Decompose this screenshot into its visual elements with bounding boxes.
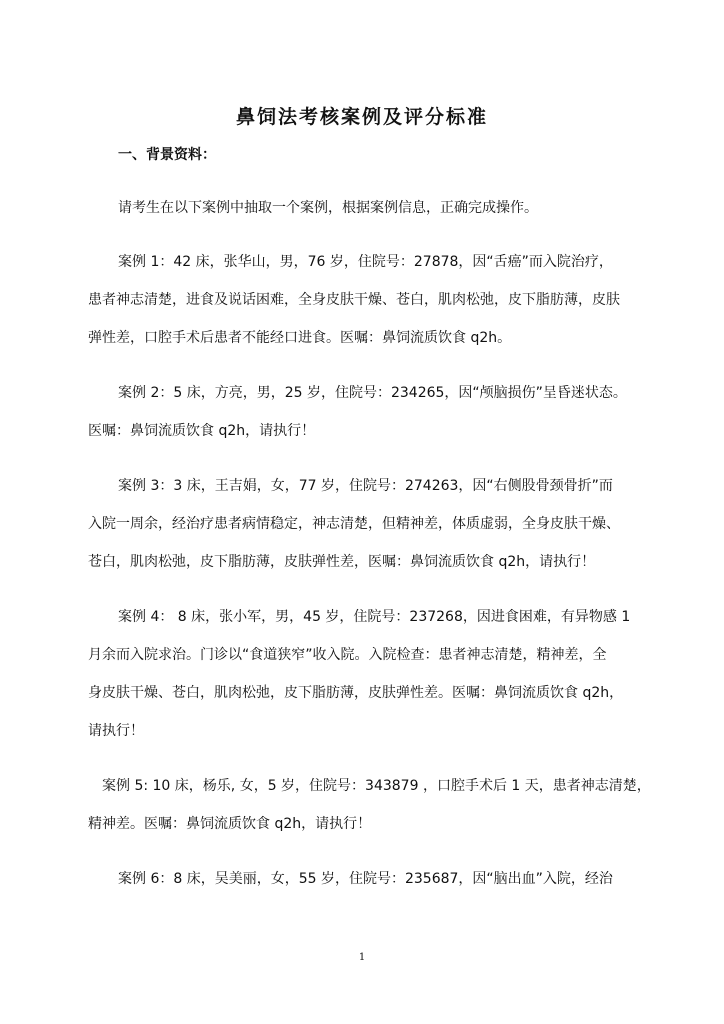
case-1-line-3: 弹性差，口腔手术后患者不能经口进食。医嘱：鼻饲流质饮食 q2h。: [88, 330, 512, 346]
case-5-line-2: 精神差。医嘱：鼻饲流质饮食 q2h，请执行！: [88, 816, 372, 832]
case-4-line-2: 月余而入院求治。门诊以“食道狭窄”收入院。入院检查：患者神志清楚，精神差，全: [88, 647, 607, 663]
case-5-line-1: 案例 5: 10 床，杨乐, 女，5 岁，住院号：343879 ，口腔手术后 1 天，患者神志清楚，: [102, 778, 651, 794]
case-4-line-3: 身皮肤干燥、苍白，肌肉松弛，皮下脂肪薄，皮肤弹性差。医嘱：鼻饲流质饮食 q2h，: [88, 685, 624, 701]
case-1-line-1: 案例 1：42 床，张华山，男，76 岁，住院号：27878，因“舌癌”而入院治疗，: [118, 254, 613, 270]
page-number: 1: [358, 952, 366, 963]
case-1-line-2: 患者神志清楚，进食及说话困难，全身皮肤干燥、苍白，肌肉松弛，皮下脂肪薄，皮肤: [88, 292, 620, 308]
case-3-line-1: 案例 3：3 床，王吉娟，女，77 岁，住院号：274263，因“右侧股骨颈骨折”而: [118, 478, 613, 494]
case-3-line-3: 苍白，肌肉松弛，皮下脂肪薄，皮肤弹性差，医嘱：鼻饲流质饮食 q2h，请执行！: [88, 554, 596, 570]
document-title: 鼻饲法考核案例及评分标准: [235, 106, 488, 128]
section-heading-background: 一、背景资料：: [118, 147, 216, 163]
case-3-line-2: 入院一周余，经治疗患者病情稳定，神志清楚，但精神差，体质虚弱，全身皮肤干燥、: [88, 516, 620, 532]
case-4-line-1: 案例 4： 8 床，张小军，男，45 岁，住院号：237268，因进食困难，有异物感 1: [118, 609, 631, 625]
intro-paragraph: 请考生在以下案例中抽取一个案例，根据案例信息，正确完成操作。: [118, 200, 538, 216]
case-2-line-1: 案例 2：5 床，方亮，男，25 岁，住院号：234265，因“颅脑损伤”呈昏迷状态。: [118, 385, 627, 401]
case-4-line-4: 请执行！: [88, 723, 144, 739]
case-6-line-1: 案例 6：8 床，吴美丽，女，55 岁，住院号：235687，因“脑出血”入院，经治: [118, 871, 613, 887]
case-2-line-2: 医嘱：鼻饲流质饮食 q2h，请执行！: [88, 423, 316, 439]
